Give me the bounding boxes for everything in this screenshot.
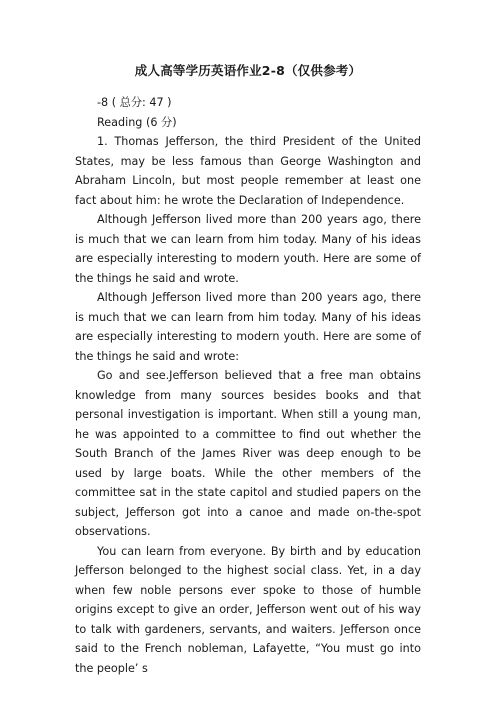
paragraph-2: Although Jefferson lived more than 200 years ago, there is much that we can learn from him today. Many of his ideas are especially interesting to modern youth. Here are some of the things he said and wrote. [75,213,421,285]
paragraph-5: You can learn from everyone. By birth and by education Jefferson belonged to the highest social class. Yet, in a day when few noble persons ever spoke to those of humble origins except to give an order, Jefferson went out of his way to talk with gardeners, servants, and waiters. Jefferson once said to the French nobleman, Lafayette, “You must go into the people’ s [75,544,421,675]
paragraph-3: Although Jefferson lived more than 200 years ago, there is much that we can learn from him today. Many of his ideas are especially interesting to modern youth. Here are some of the things he said and wrote: [75,291,421,363]
paragraph-4: Go and see.Jefferson believed that a free man obtains knowledge from many sources besides books and that personal investigation is important. When still a young man, he was appointed to a committee to find out whether the South Branch of the James River was deep enough to be used by large boats. While the other members of the committee sat in the state capitol and studied papers on the subject, Jefferson got into a canoe and made on-the-spot observations. [75,369,421,538]
paragraph-1: 1. Thomas Jefferson, the third President of the United States, may be less famous than George Washington and Abraham Lincoln, but most people remember at least one fact about him: he wrote the Declaration of Independence. [75,135,421,207]
section-score-line: -8 ( 总分: 47 ) [97,96,172,109]
document-title: 成人高等学历英语作业2-8（仅供参考） [134,63,362,78]
reading-section-heading: Reading (6 分) [97,115,177,129]
